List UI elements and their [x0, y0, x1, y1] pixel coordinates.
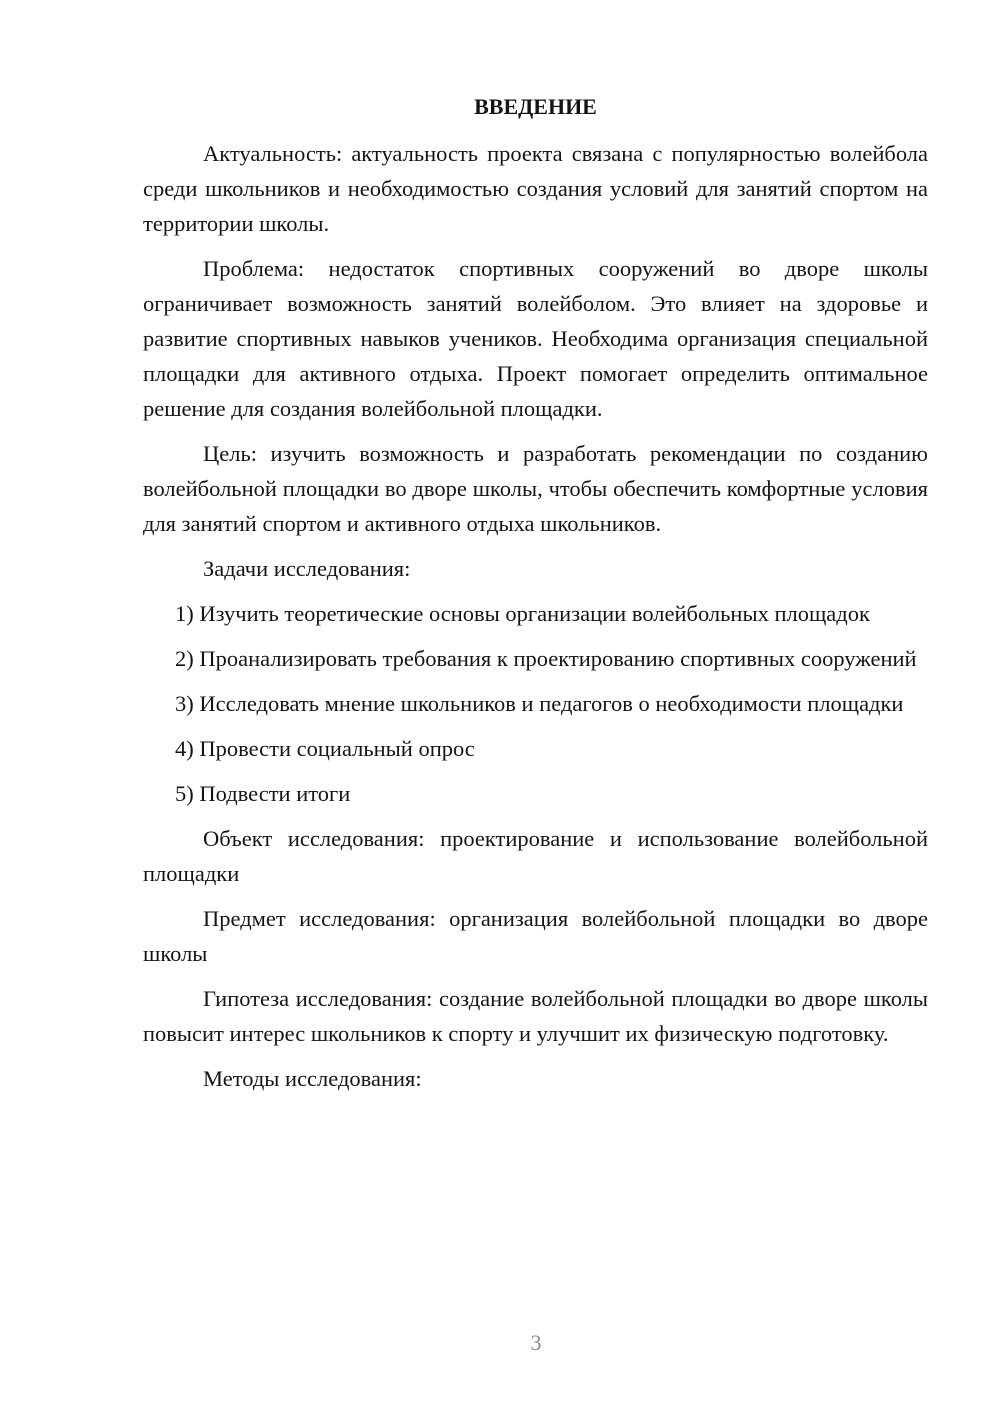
task-item-1: 1) Изучить теоретические основы организации волейбольных площадок	[175, 601, 870, 626]
task-item-5: 5) Подвести итоги	[175, 781, 351, 806]
page-number: 3	[530, 1330, 542, 1355]
paragraph-relevance: Актуальность: актуальность проекта связана с популярностью волейбола среди школьников и необходимостью создания условий для занятий спортом на территории школы.	[143, 141, 928, 236]
task-item-3: 3) Исследовать мнение школьников и педагогов о необходимости площадки	[175, 691, 904, 716]
page-content	[143, 88, 928, 1106]
paragraph-problem: Проблема: недостаток спортивных сооружений во дворе школы ограничивает возможность занятий волейболом. Это влияет на здоровье и развитие спортивных навыков учеников. Необходима организация специальной площадки для активного отдыха. Проект помогает определить оптимальное решение для создания волейбольной площадки.	[143, 256, 928, 421]
paragraph-subject: Предмет исследования: организация волейбольной площадки во дворе школы	[143, 906, 928, 966]
methods-heading: Методы исследования:	[203, 1066, 422, 1091]
paragraph-goal: Цель: изучить возможность и разработать рекомендации по созданию волейбольной площадки во дворе школы, чтобы обеспечить комфортные условия для занятий спортом и активного отдыха школьников.	[143, 441, 928, 536]
paragraph-hypothesis: Гипотеза исследования: создание волейбольной площадки во дворе школы повысит интерес школьников к спорту и улучшит их физическую подготовку.	[143, 986, 928, 1046]
task-item-2: 2) Проанализировать требования к проектированию спортивных сооружений	[175, 646, 917, 671]
paragraph-object: Объект исследования: проектирование и использование волейбольной площадки	[143, 826, 928, 886]
tasks-heading: Задачи исследования:	[203, 556, 411, 581]
page-title: ВВЕДЕНИЕ	[474, 94, 597, 119]
task-item-4: 4) Провести социальный опрос	[175, 736, 475, 761]
